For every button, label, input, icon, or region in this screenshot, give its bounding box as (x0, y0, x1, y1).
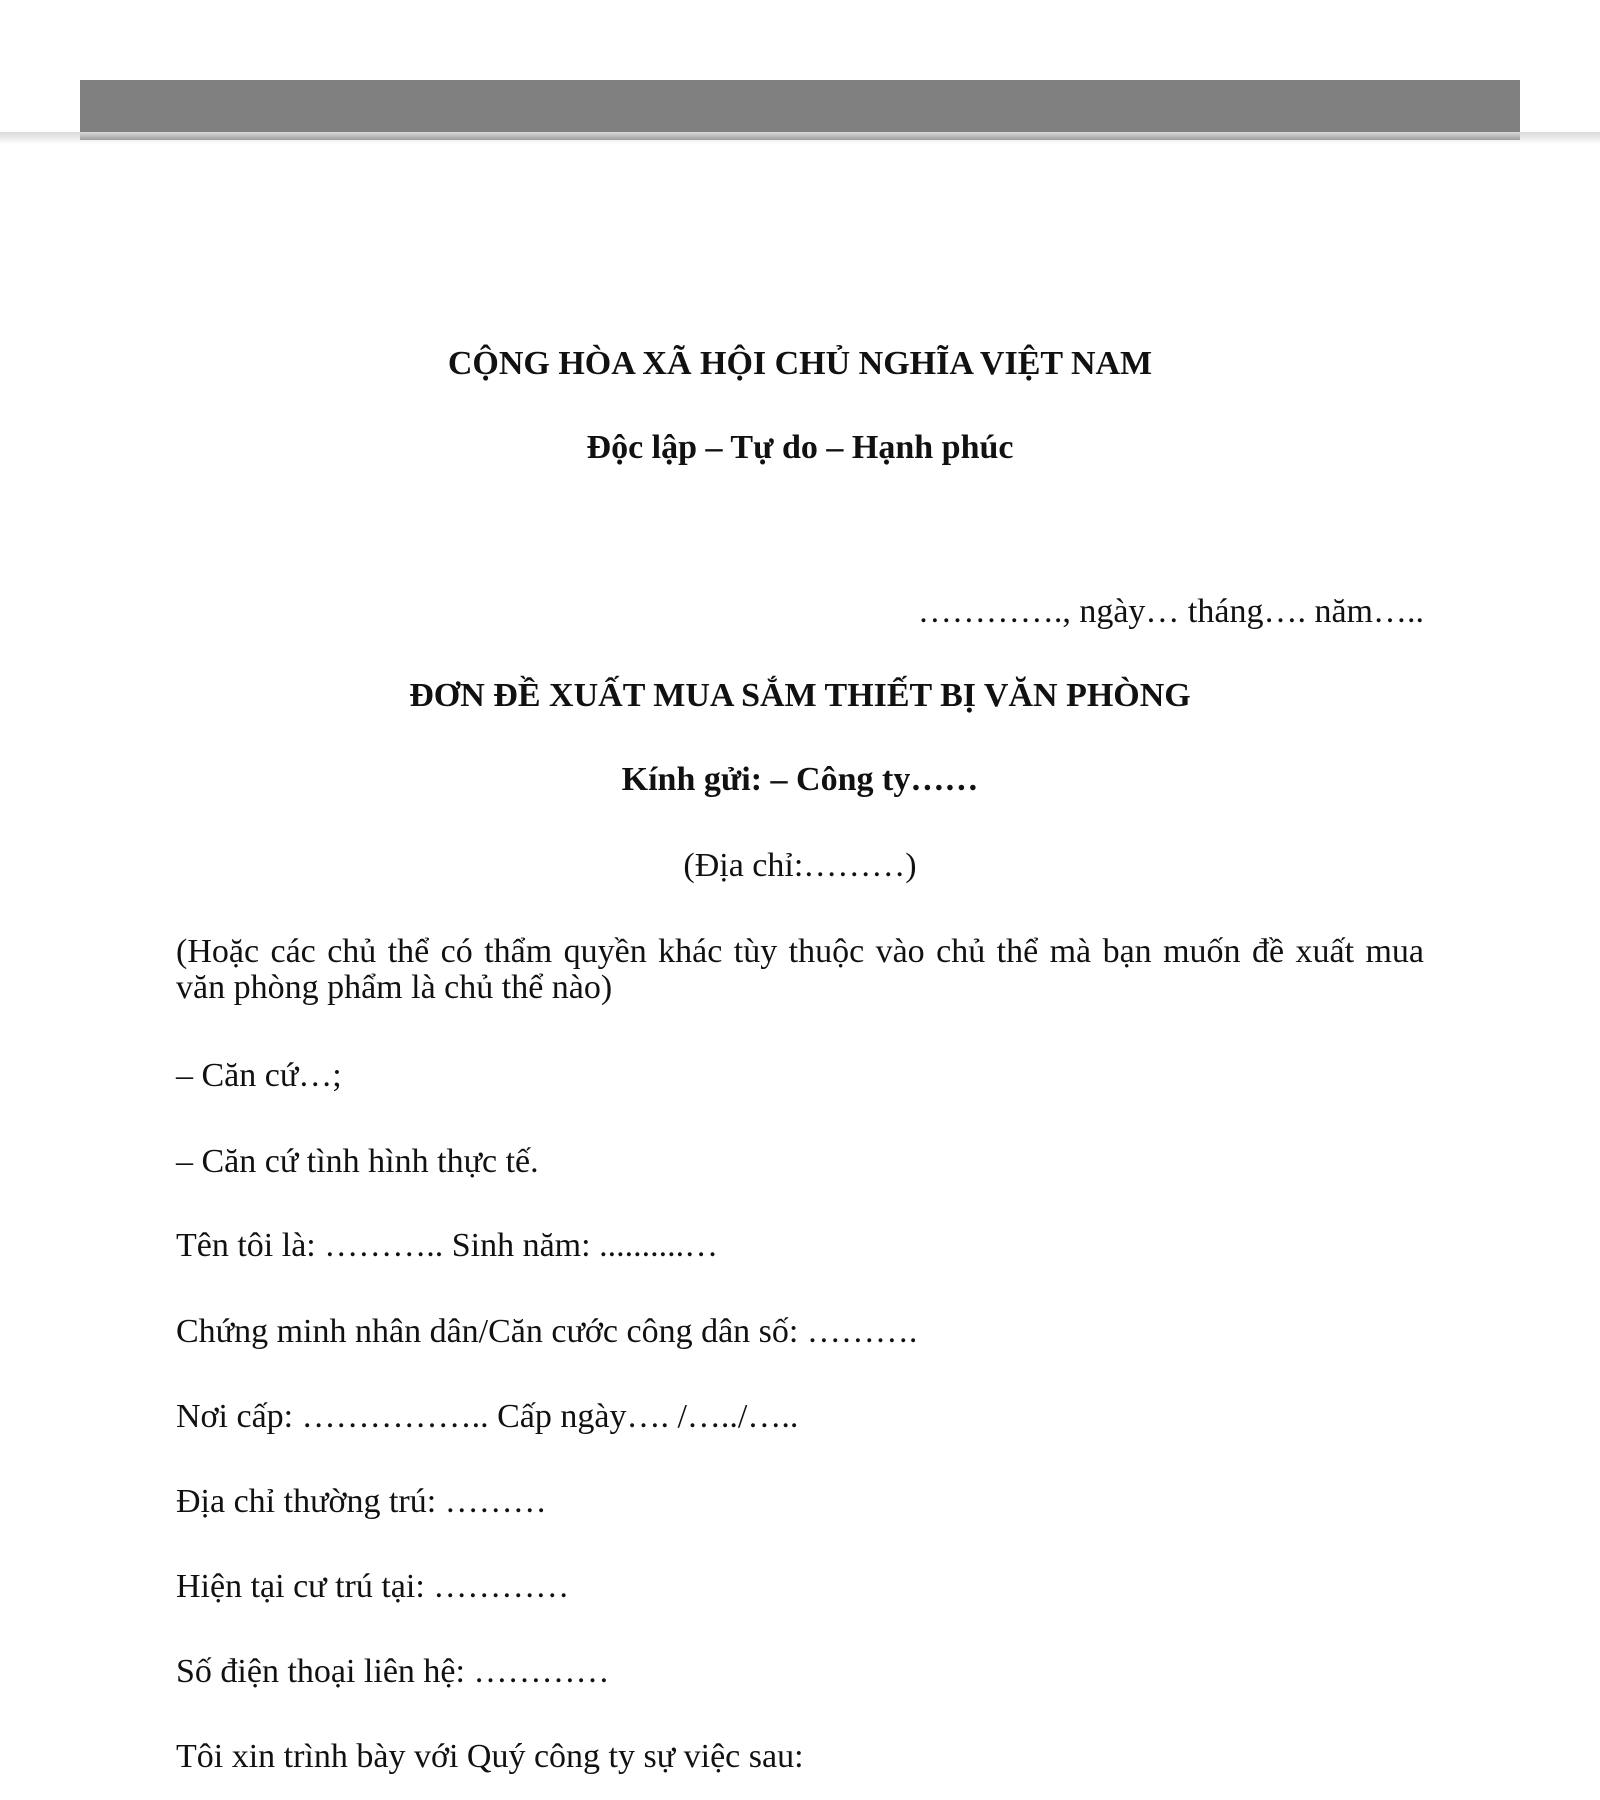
motto-heading: Độc lập – Tự do – Hạnh phúc (586, 429, 1014, 466)
recipient-address: (Địa chỉ:………) (683, 847, 917, 884)
recipient-note: (Hoặc các chủ thể có thẩm quyền khác tùy thuộc vào chủ thể mà bạn muốn đề xuất mua văn phòng phẩm là chủ thể nào) (176, 933, 1424, 1006)
statement-line: Tôi xin trình bày với Quý công ty sự việc sau: (176, 1738, 804, 1775)
current-residence-field: Hiện tại cư trú tại: ………… (176, 1568, 570, 1605)
recipient-line: Kính gửi: – Công ty…… (621, 761, 979, 798)
issue-field: Nơi cấp: …………….. Cấp ngày…. /…../….. (176, 1398, 799, 1435)
page-shadow (0, 132, 1600, 144)
nation-heading: CỘNG HÒA XÃ HỘI CHỦ NGHĨA VIỆT NAM (447, 345, 1153, 382)
basis-item-2: – Căn cứ tình hình thực tế. (176, 1143, 539, 1180)
date-line: …………., ngày… tháng…. năm….. (917, 593, 1424, 630)
basis-item-1: – Căn cứ…; (176, 1057, 342, 1094)
document-top-bar (80, 80, 1520, 140)
document-title: ĐƠN ĐỀ XUẤT MUA SẮM THIẾT BỊ VĂN PHÒNG (409, 677, 1191, 714)
permanent-address-field: Địa chỉ thường trú: ……… (176, 1483, 547, 1520)
id-number-field: Chứng minh nhân dân/Căn cước công dân số: ………. (176, 1313, 918, 1350)
phone-field: Số điện thoại liên hệ: ………… (176, 1653, 610, 1690)
name-field: Tên tôi là: ……….. Sinh năm: ..........… (176, 1227, 719, 1264)
